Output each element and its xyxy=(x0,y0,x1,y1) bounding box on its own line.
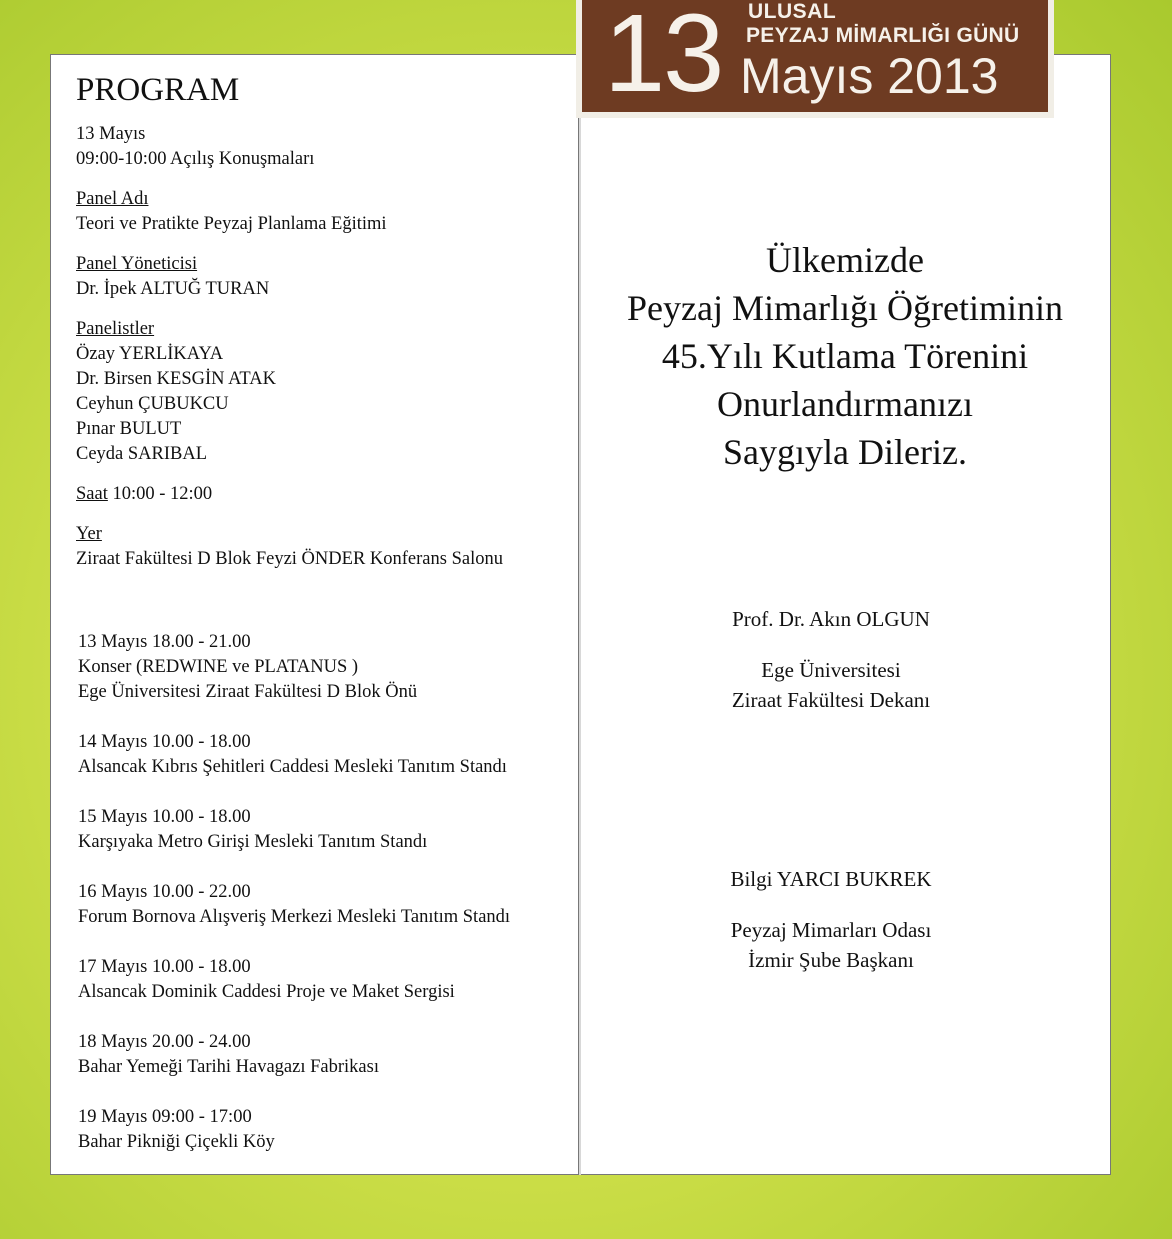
panelists-label: Panelistler xyxy=(76,319,155,339)
invitation-line: Peyzaj Mimarlığı Öğretiminin xyxy=(627,288,1063,328)
schedule-date: 15 Mayıs 10.00 - 18.00 xyxy=(78,807,251,827)
schedule-item xyxy=(78,1030,578,1080)
schedule-desc: Ege Üniversitesi Ziraat Fakültesi D Blok Önü xyxy=(78,682,418,702)
banner-line1: ULUSAL xyxy=(748,0,837,23)
dean-name: Prof. Dr. Akın OLGUN xyxy=(732,607,930,631)
dean-org: Ege Üniversitesi xyxy=(761,658,901,682)
schedule-date: 19 Mayıs 09:00 - 17:00 xyxy=(78,1107,252,1127)
schedule-desc: Alsancak Dominik Caddesi Proje ve Maket Sergisi xyxy=(78,982,455,1002)
dean-title: Ziraat Fakültesi Dekanı xyxy=(731,688,931,712)
invitation-line: Saygıyla Dileriz. xyxy=(723,432,967,472)
panelist: Dr. Birsen KESGİN ATAK xyxy=(76,369,276,389)
schedule-date: 14 Mayıs 10.00 - 18.00 xyxy=(78,732,251,752)
invitation-line: Onurlandırmanızı xyxy=(717,384,973,424)
session-time xyxy=(76,482,576,507)
chair-title: İzmir Şube Başkanı xyxy=(748,948,914,972)
event-schedule xyxy=(78,630,578,1180)
schedule-desc: Bahar Pikniği Çiçekli Köy xyxy=(78,1132,275,1152)
program-day: 13 Mayıs xyxy=(76,124,146,144)
invitation-line: Ülkemizde xyxy=(766,240,924,280)
place-value: Ziraat Fakültesi D Blok Feyzi ÖNDER Konferans Salonu xyxy=(76,549,503,569)
schedule-desc: Konser (REDWINE ve PLATANUS ) xyxy=(78,657,359,677)
schedule-desc: Alsancak Kıbrıs Şehitleri Caddesi Mesleki Tanıtım Standı xyxy=(78,757,507,777)
moderator-name: Dr. İpek ALTUĞ TURAN xyxy=(76,279,270,299)
program-section xyxy=(76,70,576,572)
chair-name: Bilgi YARCI BUKREK xyxy=(730,867,932,891)
opening-session: 09:00-10:00 Açılış Konuşmaları xyxy=(76,149,315,169)
place-label: Yer xyxy=(76,524,102,544)
schedule-date: 17 Mayıs 10.00 - 18.00 xyxy=(78,957,251,977)
schedule-item xyxy=(78,805,578,855)
program-title: PROGRAM xyxy=(76,72,240,108)
panelist: Pınar BULUT xyxy=(76,419,182,439)
schedule-desc: Karşıyaka Metro Girişi Mesleki Tanıtım Standı xyxy=(78,832,428,852)
moderator-label: Panel Yöneticisi xyxy=(76,254,198,274)
banner-line2: PEYZAJ MİMARLIĞI GÜNÜ xyxy=(746,24,1020,47)
schedule-date: 18 Mayıs 20.00 - 24.00 xyxy=(78,1032,251,1052)
chair-org: Peyzaj Mimarları Odası xyxy=(730,918,932,942)
schedule-date: 13 Mayıs 18.00 - 21.00 xyxy=(78,632,251,652)
time-value: 10:00 - 12:00 xyxy=(107,484,213,504)
panelist: Ceyda SARIBAL xyxy=(76,444,208,464)
schedule-item xyxy=(78,730,578,780)
invitation-line: 45.Yılı Kutlama Törenini xyxy=(661,336,1029,376)
panelist: Ceyhun ÇUBUKCU xyxy=(76,394,229,414)
schedule-desc: Bahar Yemeği Tarihi Havagazı Fabrikası xyxy=(78,1057,379,1077)
event-banner xyxy=(576,0,1054,118)
schedule-item xyxy=(78,630,578,705)
banner-date: Mayıs 2013 xyxy=(740,48,999,104)
time-label: Saat xyxy=(76,484,108,504)
panelist: Özay YERLİKAYA xyxy=(76,344,224,364)
invitation-text xyxy=(581,236,1109,476)
schedule-item xyxy=(78,1105,578,1155)
schedule-date: 16 Mayıs 10.00 - 22.00 xyxy=(78,882,251,902)
schedule-item xyxy=(78,955,578,1005)
panel-name: Teori ve Pratikte Peyzaj Planlama Eğitimi xyxy=(76,214,387,234)
schedule-desc: Forum Bornova Alışveriş Merkezi Mesleki Tanıtım Standı xyxy=(78,907,511,927)
panel-name-label: Panel Adı xyxy=(76,189,149,209)
schedule-item xyxy=(78,880,578,930)
banner-number: 13 xyxy=(604,0,723,112)
